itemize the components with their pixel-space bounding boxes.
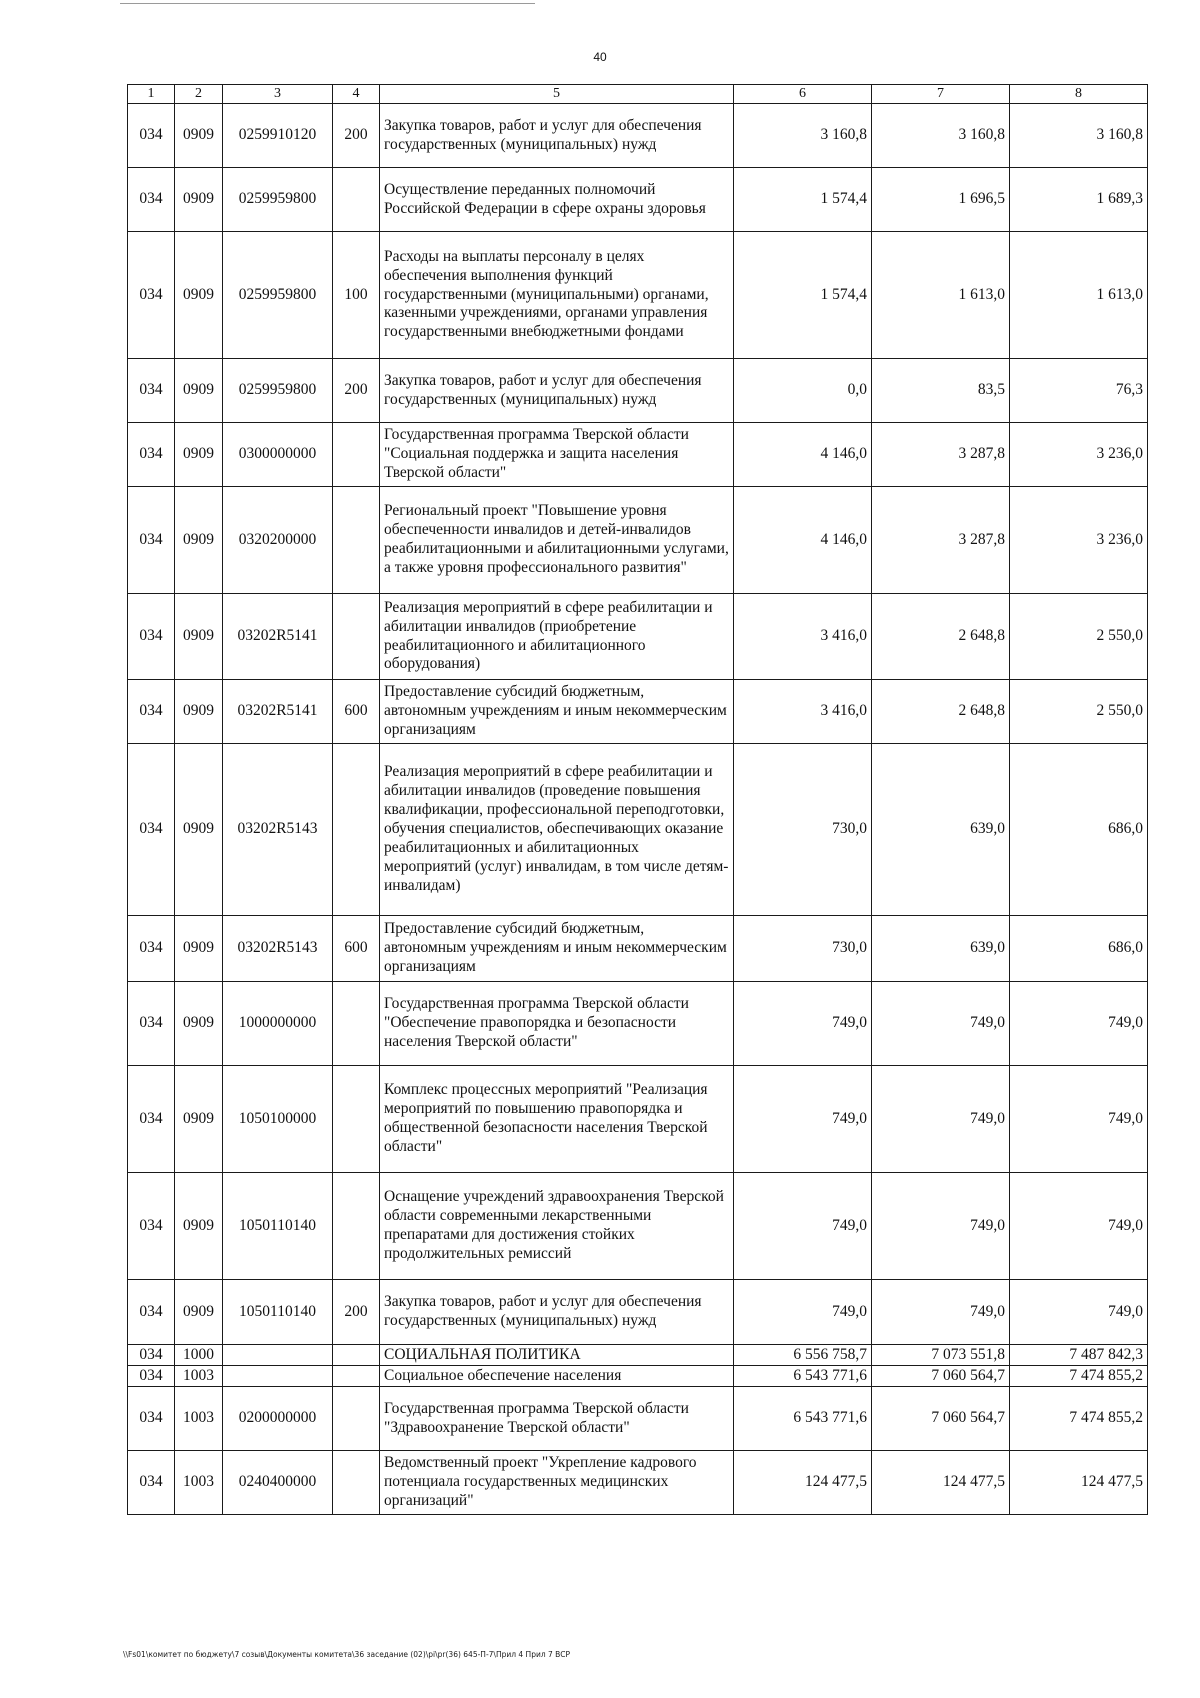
ministry-code-cell: 034: [128, 982, 175, 1066]
section-code-cell: 1000: [175, 1345, 223, 1366]
section-code-cell: 0909: [175, 680, 223, 744]
table-row: [128, 916, 1148, 982]
table-row: [128, 359, 1148, 423]
amount-col6-cell: 3 416,0: [734, 594, 872, 680]
amount-col6-cell: 749,0: [734, 1280, 872, 1345]
description-cell: Расходы на выплаты персоналу в целях обеспечения выполнения функций государственными (муниципальными) органами, казенными учреждениями, органами управления государственными внебюджетными фондами: [380, 232, 734, 359]
header-cell-1: 1: [128, 85, 175, 104]
table-row: [128, 1451, 1148, 1515]
amount-col8-cell: 3 236,0: [1010, 423, 1148, 487]
header-cell-8: 8: [1010, 85, 1148, 104]
target-article-cell: [223, 1345, 333, 1366]
target-article-cell: 0259959800: [223, 168, 333, 232]
amount-col8-cell: 749,0: [1010, 1280, 1148, 1345]
amount-col6-cell: 3 416,0: [734, 680, 872, 744]
section-code-cell: 1003: [175, 1366, 223, 1387]
target-article-cell: 03202R5141: [223, 680, 333, 744]
amount-col8-cell: 749,0: [1010, 1173, 1148, 1280]
amount-col8-cell: 749,0: [1010, 982, 1148, 1066]
amount-col8-cell: 686,0: [1010, 744, 1148, 916]
ministry-code-cell: 034: [128, 232, 175, 359]
description-cell: Государственная программа Тверской области "Здравоохранение Тверской области": [380, 1387, 734, 1451]
expense-type-cell: [333, 982, 380, 1066]
ministry-code-cell: 034: [128, 680, 175, 744]
amount-col7-cell: 2 648,8: [872, 680, 1010, 744]
section-code-cell: 1003: [175, 1387, 223, 1451]
ministry-code-cell: 034: [128, 1066, 175, 1173]
ministry-code-cell: 034: [128, 1366, 175, 1387]
header-cell-7: 7: [872, 85, 1010, 104]
amount-col8-cell: 2 550,0: [1010, 594, 1148, 680]
target-article-cell: 1050100000: [223, 1066, 333, 1173]
amount-col8-cell: 7 487 842,3: [1010, 1345, 1148, 1366]
table-row: [128, 1366, 1148, 1387]
target-article-cell: [223, 1366, 333, 1387]
target-article-cell: 03202R5141: [223, 594, 333, 680]
description-cell: Предоставление субсидий бюджетным, автономным учреждениям и иным некоммерческим организациям: [380, 680, 734, 744]
expense-type-cell: [333, 487, 380, 594]
amount-col6-cell: 124 477,5: [734, 1451, 872, 1515]
section-code-cell: 0909: [175, 359, 223, 423]
table-row: [128, 104, 1148, 168]
amount-col7-cell: 7 060 564,7: [872, 1366, 1010, 1387]
amount-col6-cell: 749,0: [734, 1066, 872, 1173]
amount-col6-cell: 730,0: [734, 744, 872, 916]
amount-col8-cell: 7 474 855,2: [1010, 1387, 1148, 1451]
expense-type-cell: 600: [333, 916, 380, 982]
description-cell: Реализация мероприятий в сфере реабилитации и абилитации инвалидов (проведение повышения квалификации, профессиональной переподготовки, обучения специалистов, обеспечивающих оказание реабилитационных и абилитационных мероприятий (услуг) инвалидам, в том числе детям-инвалидам): [380, 744, 734, 916]
ministry-code-cell: 034: [128, 744, 175, 916]
expense-type-cell: [333, 1345, 380, 1366]
amount-col6-cell: 4 146,0: [734, 423, 872, 487]
expense-type-cell: [333, 1451, 380, 1515]
amount-col6-cell: 1 574,4: [734, 168, 872, 232]
ministry-code-cell: 034: [128, 104, 175, 168]
ministry-code-cell: 034: [128, 1345, 175, 1366]
amount-col8-cell: 3 236,0: [1010, 487, 1148, 594]
description-cell: Реализация мероприятий в сфере реабилитации и абилитации инвалидов (приобретение реабилитационного и абилитационного оборудования): [380, 594, 734, 680]
amount-col6-cell: 749,0: [734, 1173, 872, 1280]
amount-col8-cell: 3 160,8: [1010, 104, 1148, 168]
expense-type-cell: [333, 423, 380, 487]
target-article-cell: 0300000000: [223, 423, 333, 487]
description-cell: Государственная программа Тверской области "Обеспечение правопорядка и безопасности населения Тверской области": [380, 982, 734, 1066]
description-cell: Государственная программа Тверской области "Социальная поддержка и защита населения Тверской области": [380, 423, 734, 487]
table-row: [128, 680, 1148, 744]
amount-col7-cell: 3 160,8: [872, 104, 1010, 168]
target-article-cell: 03202R5143: [223, 744, 333, 916]
target-article-cell: 1050110140: [223, 1173, 333, 1280]
description-cell: Региональный проект "Повышение уровня обеспеченности инвалидов и детей-инвалидов реабилитационными и абилитационными услугами, а также уровня профессионального развития": [380, 487, 734, 594]
amount-col7-cell: 124 477,5: [872, 1451, 1010, 1515]
target-article-cell: 0259959800: [223, 232, 333, 359]
table-row: [128, 168, 1148, 232]
description-cell: СОЦИАЛЬНАЯ ПОЛИТИКА: [380, 1345, 734, 1366]
amount-col7-cell: 3 287,8: [872, 423, 1010, 487]
table-row: [128, 594, 1148, 680]
header-row: [128, 85, 1148, 104]
page-number: 40: [593, 50, 607, 64]
target-article-cell: 1000000000: [223, 982, 333, 1066]
description-cell: Комплекс процессных мероприятий "Реализация мероприятий по повышению правопорядка и общественной безопасности населения Тверской области": [380, 1066, 734, 1173]
amount-col7-cell: 1 696,5: [872, 168, 1010, 232]
expense-type-cell: 200: [333, 104, 380, 168]
amount-col6-cell: 730,0: [734, 916, 872, 982]
amount-col7-cell: 749,0: [872, 1280, 1010, 1345]
amount-col7-cell: 749,0: [872, 1066, 1010, 1173]
ministry-code-cell: 034: [128, 1451, 175, 1515]
section-code-cell: 0909: [175, 744, 223, 916]
amount-col7-cell: 1 613,0: [872, 232, 1010, 359]
amount-col7-cell: 7 060 564,7: [872, 1387, 1010, 1451]
amount-col8-cell: 1 689,3: [1010, 168, 1148, 232]
expense-type-cell: [333, 1387, 380, 1451]
expense-type-cell: [333, 744, 380, 916]
amount-col6-cell: 749,0: [734, 982, 872, 1066]
expense-type-cell: [333, 594, 380, 680]
target-article-cell: 0320200000: [223, 487, 333, 594]
ministry-code-cell: 034: [128, 168, 175, 232]
expense-type-cell: 200: [333, 359, 380, 423]
table-row: [128, 1066, 1148, 1173]
expense-type-cell: [333, 168, 380, 232]
target-article-cell: 0259910120: [223, 104, 333, 168]
amount-col7-cell: 639,0: [872, 916, 1010, 982]
ministry-code-cell: 034: [128, 1173, 175, 1280]
amount-col7-cell: 749,0: [872, 1173, 1010, 1280]
amount-col8-cell: 1 613,0: [1010, 232, 1148, 359]
amount-col7-cell: 7 073 551,8: [872, 1345, 1010, 1366]
section-code-cell: 0909: [175, 594, 223, 680]
expense-type-cell: [333, 1366, 380, 1387]
description-cell: Оснащение учреждений здравоохранения Тверской области современными лекарственными препаратами для достижения стойких продолжительных ремиссий: [380, 1173, 734, 1280]
ministry-code-cell: 034: [128, 423, 175, 487]
section-code-cell: 0909: [175, 487, 223, 594]
ministry-code-cell: 034: [128, 916, 175, 982]
target-article-cell: 1050110140: [223, 1280, 333, 1345]
amount-col6-cell: 6 556 758,7: [734, 1345, 872, 1366]
section-code-cell: 0909: [175, 423, 223, 487]
amount-col6-cell: 6 543 771,6: [734, 1366, 872, 1387]
ministry-code-cell: 034: [128, 1280, 175, 1345]
ministry-code-cell: 034: [128, 359, 175, 423]
table-row: [128, 487, 1148, 594]
table-row: [128, 1345, 1148, 1366]
amount-col8-cell: 7 474 855,2: [1010, 1366, 1148, 1387]
header-cell-4: 4: [333, 85, 380, 104]
expense-type-cell: [333, 1173, 380, 1280]
table-row: [128, 232, 1148, 359]
target-article-cell: 0200000000: [223, 1387, 333, 1451]
file-path-footer: \\Fs01\комитет по бюджету\7 созыв\Документы комитета\36 заседание (02)\pi\pr(36) 645-П-7\Прил 4 Прил 7 ВСР: [123, 1650, 571, 1659]
header-cell-2: 2: [175, 85, 223, 104]
expense-type-cell: 200: [333, 1280, 380, 1345]
section-code-cell: 0909: [175, 1173, 223, 1280]
amount-col6-cell: 4 146,0: [734, 487, 872, 594]
table-row: [128, 1387, 1148, 1451]
description-cell: Социальное обеспечение населения: [380, 1366, 734, 1387]
section-code-cell: 1003: [175, 1451, 223, 1515]
amount-col8-cell: 749,0: [1010, 1066, 1148, 1173]
amount-col8-cell: 76,3: [1010, 359, 1148, 423]
section-code-cell: 0909: [175, 916, 223, 982]
expense-type-cell: 100: [333, 232, 380, 359]
target-article-cell: 03202R5143: [223, 916, 333, 982]
description-cell: Закупка товаров, работ и услуг для обеспечения государственных (муниципальных) нужд: [380, 359, 734, 423]
expense-type-cell: 600: [333, 680, 380, 744]
amount-col8-cell: 124 477,5: [1010, 1451, 1148, 1515]
section-code-cell: 0909: [175, 1280, 223, 1345]
header-cell-6: 6: [734, 85, 872, 104]
amount-col7-cell: 749,0: [872, 982, 1010, 1066]
amount-col8-cell: 686,0: [1010, 916, 1148, 982]
amount-col6-cell: 6 543 771,6: [734, 1387, 872, 1451]
table-row: [128, 423, 1148, 487]
header-cell-3: 3: [223, 85, 333, 104]
target-article-cell: 0240400000: [223, 1451, 333, 1515]
amount-col6-cell: 0,0: [734, 359, 872, 423]
amount-col8-cell: 2 550,0: [1010, 680, 1148, 744]
table-row: [128, 982, 1148, 1066]
header-cell-5: 5: [380, 85, 734, 104]
section-code-cell: 0909: [175, 232, 223, 359]
description-cell: Осуществление переданных полномочий Российской Федерации в сфере охраны здоровья: [380, 168, 734, 232]
table-row: [128, 744, 1148, 916]
section-code-cell: 0909: [175, 104, 223, 168]
description-cell: Закупка товаров, работ и услуг для обеспечения государственных (муниципальных) нужд: [380, 1280, 734, 1345]
description-cell: Ведомственный проект "Укрепление кадрового потенциала государственных медицинских организаций": [380, 1451, 734, 1515]
amount-col6-cell: 1 574,4: [734, 232, 872, 359]
target-article-cell: 0259959800: [223, 359, 333, 423]
section-code-cell: 0909: [175, 1066, 223, 1173]
amount-col6-cell: 3 160,8: [734, 104, 872, 168]
expense-type-cell: [333, 1066, 380, 1173]
description-cell: Предоставление субсидий бюджетным, автономным учреждениям и иным некоммерческим организациям: [380, 916, 734, 982]
amount-col7-cell: 83,5: [872, 359, 1010, 423]
table-row: [128, 1173, 1148, 1280]
ministry-code-cell: 034: [128, 487, 175, 594]
section-code-cell: 0909: [175, 982, 223, 1066]
description-cell: Закупка товаров, работ и услуг для обеспечения государственных (муниципальных) нужд: [380, 104, 734, 168]
ministry-code-cell: 034: [128, 594, 175, 680]
amount-col7-cell: 3 287,8: [872, 487, 1010, 594]
scan-edge-line: [120, 3, 535, 4]
amount-col7-cell: 2 648,8: [872, 594, 1010, 680]
table-row: [128, 1280, 1148, 1345]
ministry-code-cell: 034: [128, 1387, 175, 1451]
amount-col7-cell: 639,0: [872, 744, 1010, 916]
section-code-cell: 0909: [175, 168, 223, 232]
budget-table: [127, 84, 1148, 1515]
